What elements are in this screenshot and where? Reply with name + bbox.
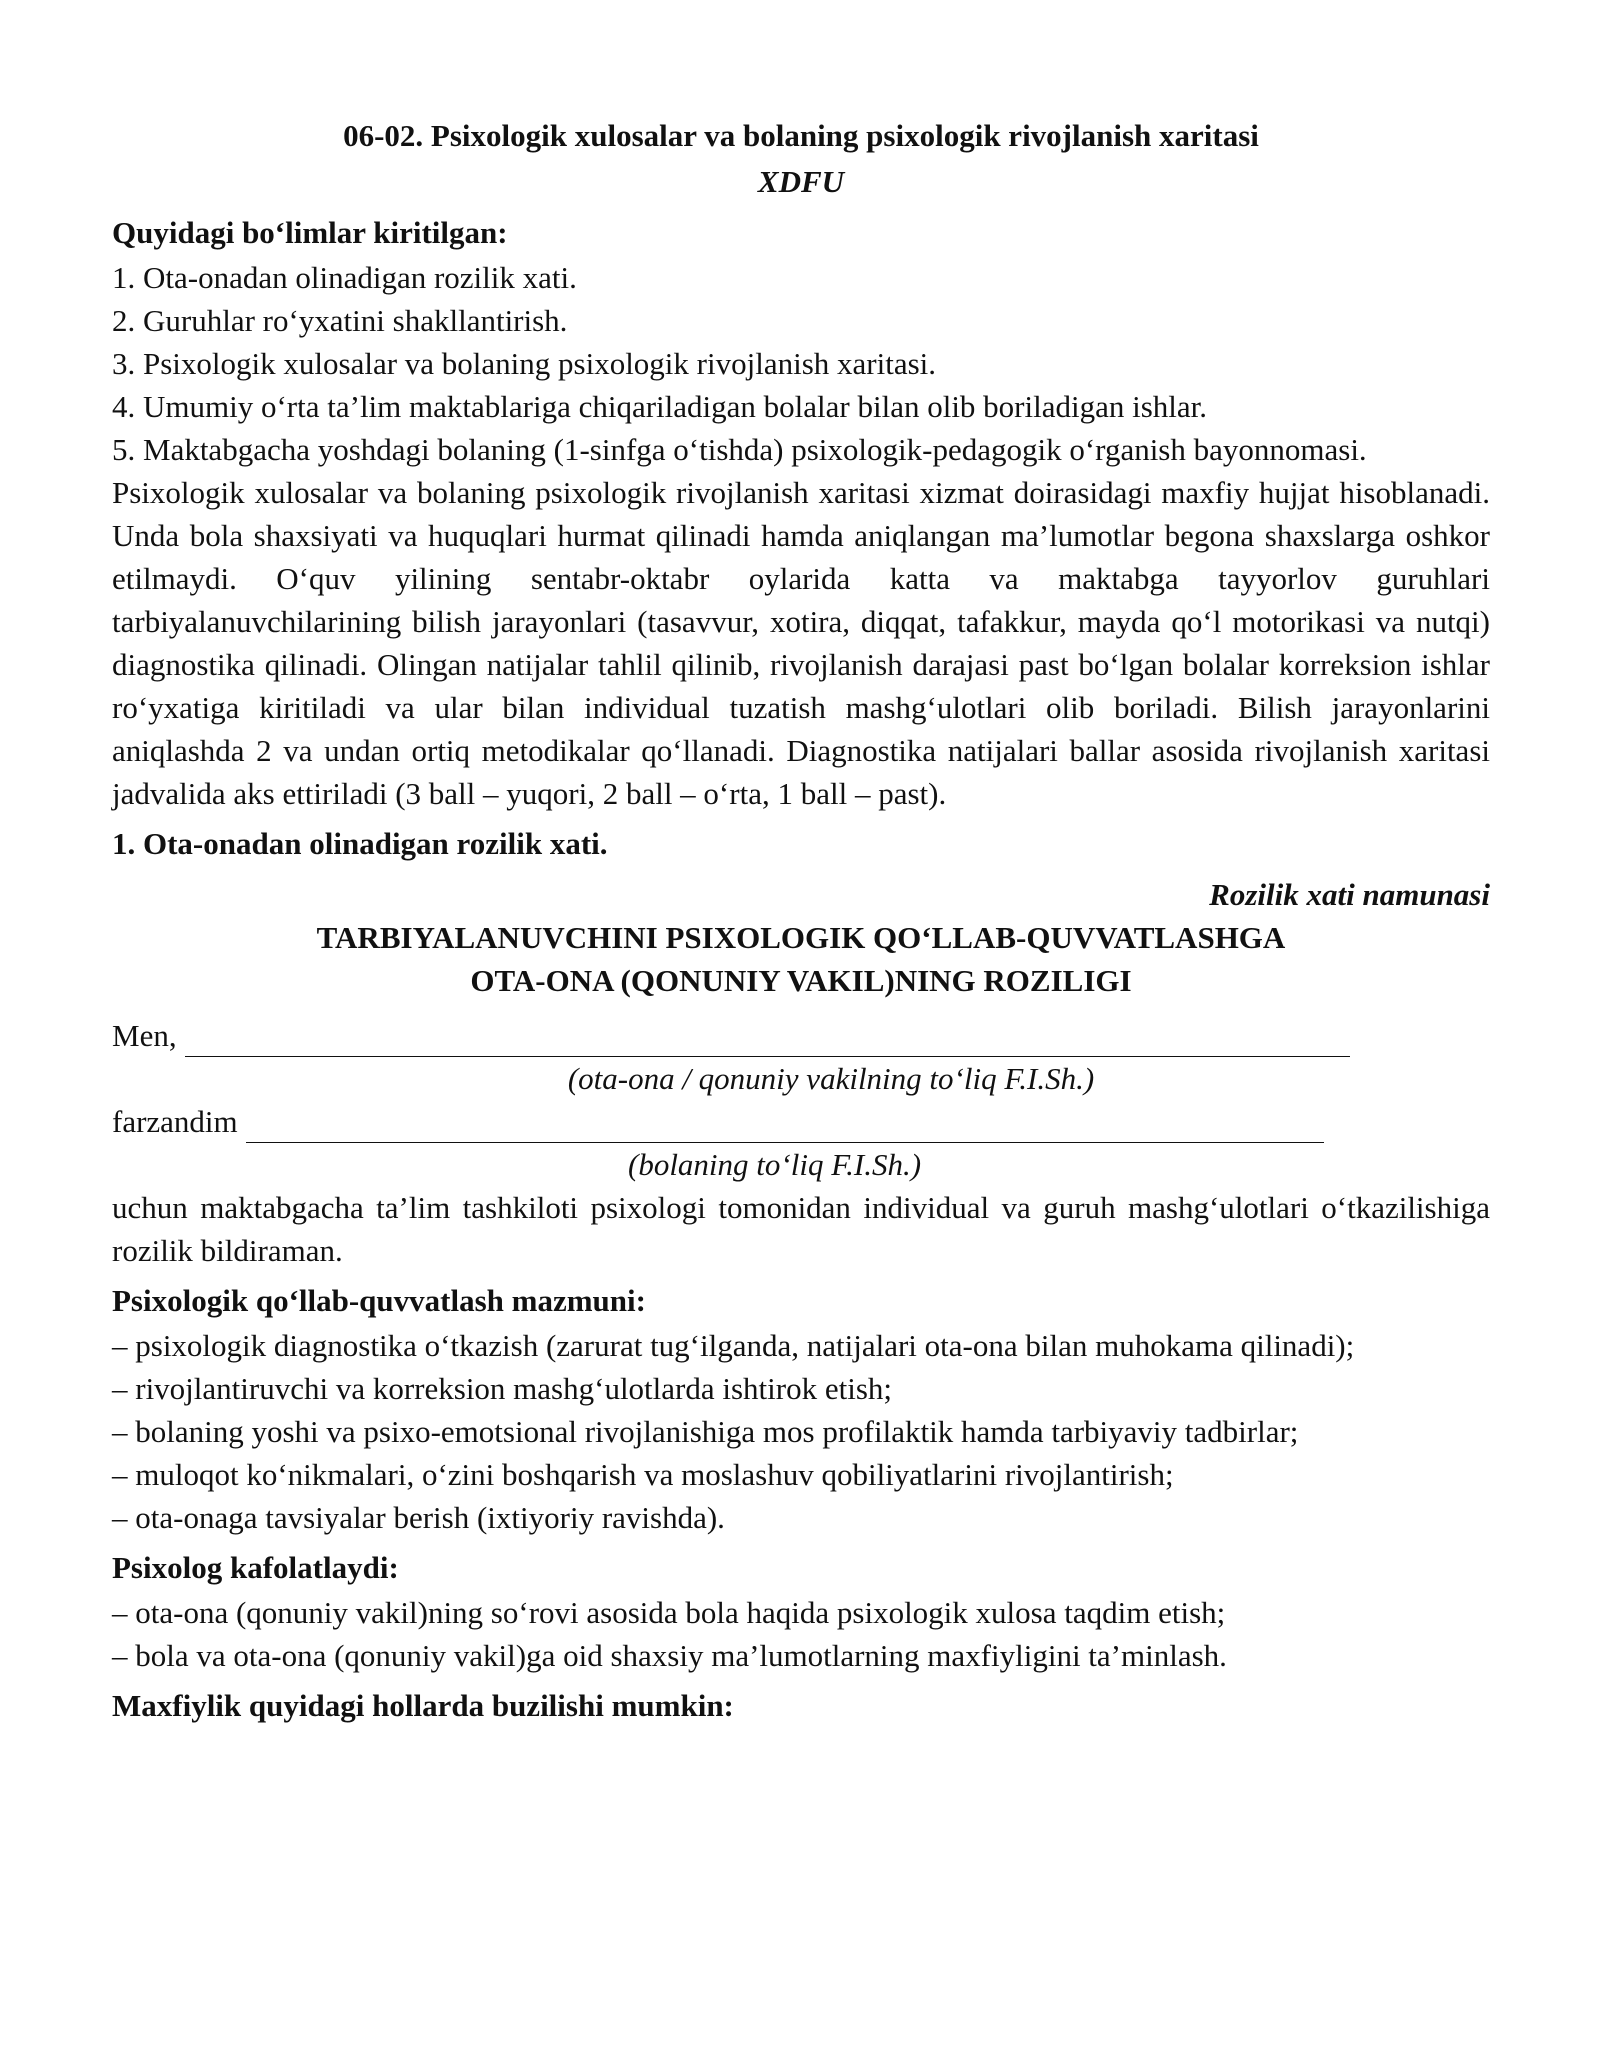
consent-text: uchun maktabgacha ta’lim tashkiloti psixologi tomonidan individual va guruh mashg‘ulotlari o‘tkazilishiga rozilik bildiraman. <box>112 1190 1490 1268</box>
list-item: 4. Umumiy o‘rta ta’lim maktablariga chiqariladigan bolalar bilan olib boriladigan ishlar. <box>112 389 1208 424</box>
parent-field-label: Men, <box>112 1018 177 1053</box>
list-item: – ota-onaga tavsiyalar berish (ixtiyoriy ravishda). <box>112 1500 725 1535</box>
list-item: 1. Ota-onadan olinadigan rozilik xati. <box>112 260 577 295</box>
guarantee-heading: Psixolog kafolatlaydi: <box>112 1550 399 1585</box>
document-title: 06-02. Psixologik xulosalar va bolaning psixologik rivojlanish xaritasi <box>343 118 1259 153</box>
list-item: 5. Maktabgacha yoshdagi bolaning (1-sinfga o‘tishda) psixologik-pedagogik o‘rganish bayonnomasi. <box>112 432 1367 467</box>
form-title-line2: OTA-ONA (QONUNIY VAKIL)NING ROZILIGI <box>470 963 1132 998</box>
list-item: 3. Psixologik xulosalar va bolaning psixologik rivojlanish xaritasi. <box>112 346 937 381</box>
child-name-field <box>112 1100 1490 1143</box>
document-page <box>112 112 1490 1729</box>
list-item: – bolaning yoshi va psixo-emotsional rivojlanishiga mos profilaktik hamda tarbiyaviy tadbirlar; <box>112 1414 1299 1449</box>
sections-heading: Quyidagi bo‘limlar kiritilgan: <box>112 215 508 250</box>
child-field-label: farzandim <box>112 1104 238 1139</box>
parent-name-field <box>112 1014 1490 1057</box>
parent-field-hint: (ota-ona / qonuniy vakilning to‘liq F.I.Sh.) <box>567 1061 1095 1096</box>
document-subtitle: XDFU <box>757 164 845 199</box>
list-item: – ota-ona (qonuniy vakil)ning so‘rovi asosida bola haqida psixologik xulosa taqdim etish; <box>112 1595 1226 1630</box>
section1-heading: 1. Ota-onadan olinadigan rozilik xati. <box>112 826 608 861</box>
sections-list <box>112 256 1490 471</box>
form-title-line1: TARBIYALANUVCHINI PSIXOLOGIK QO‘LLAB-QUVVATLASHGA <box>316 920 1286 955</box>
sample-label: Rozilik xati namunasi <box>1209 877 1490 912</box>
list-item: – rivojlantiruvchi va korreksion mashg‘ulotlarda ishtirok etish; <box>112 1371 893 1406</box>
list-item: – bola va ota-ona (qonuniy vakil)ga oid shaxsiy ma’lumotlarning maxfiyligini ta’minlash. <box>112 1638 1227 1673</box>
parent-name-input-line[interactable] <box>185 1022 1350 1057</box>
child-name-input-line[interactable] <box>246 1108 1324 1143</box>
child-field-hint: (bolaning to‘liq F.I.Sh.) <box>628 1147 922 1182</box>
list-item: – psixologik diagnostika o‘tkazish (zarurat tug‘ilganda, natijalari ota-ona bilan muhokama qilinadi); <box>112 1328 1355 1363</box>
confidentiality-heading: Maxfiylik quyidagi hollarda buzilishi mumkin: <box>112 1688 734 1723</box>
intro-paragraph: Psixologik xulosalar va bolaning psixologik rivojlanish xaritasi xizmat doirasidagi maxfiy hujjat hisoblanadi. Unda bola shaxsiyati va huquqlari hurmat qilinadi hamda aniqlangan ma’lumotlar begona shaxslarga oshkor etilmaydi. O‘quv yilining sentabr-oktabr oylarida katta va maktabga tayyorlov guruhlari tarbiyalanuvchilarining bilish jarayonlari (tasavvur, xotira, diqqat, tafakkur, mayda qo‘l motorikasi va nutqi) diagnostika qilinadi. Olingan natijalar tahlil qilinib, rivojlanish darajasi past bo‘lgan bolalar korreksion ishlar ro‘yxatiga kiritiladi va ular bilan individual tuzatish mashg‘ulotlari olib boriladi. Bilish jarayonlarini aniqlashda 2 va undan ortiq metodikalar qo‘llanadi. Diagnostika natijalari ballar asosida rivojlanish xaritasi jadvalida aks ettiriladi (3 ball – yuqori, 2 ball – o‘rta, 1 ball – past). <box>112 475 1490 811</box>
list-item: – muloqot ko‘nikmalari, o‘zini boshqarish va moslashuv qobiliyatlarini rivojlantirish; <box>112 1457 1174 1492</box>
support-list <box>112 1324 1490 1539</box>
guarantee-list <box>112 1591 1490 1677</box>
list-item: 2. Guruhlar ro‘yxatini shakllantirish. <box>112 303 568 338</box>
support-heading: Psixologik qo‘llab-quvvatlash mazmuni: <box>112 1283 646 1318</box>
